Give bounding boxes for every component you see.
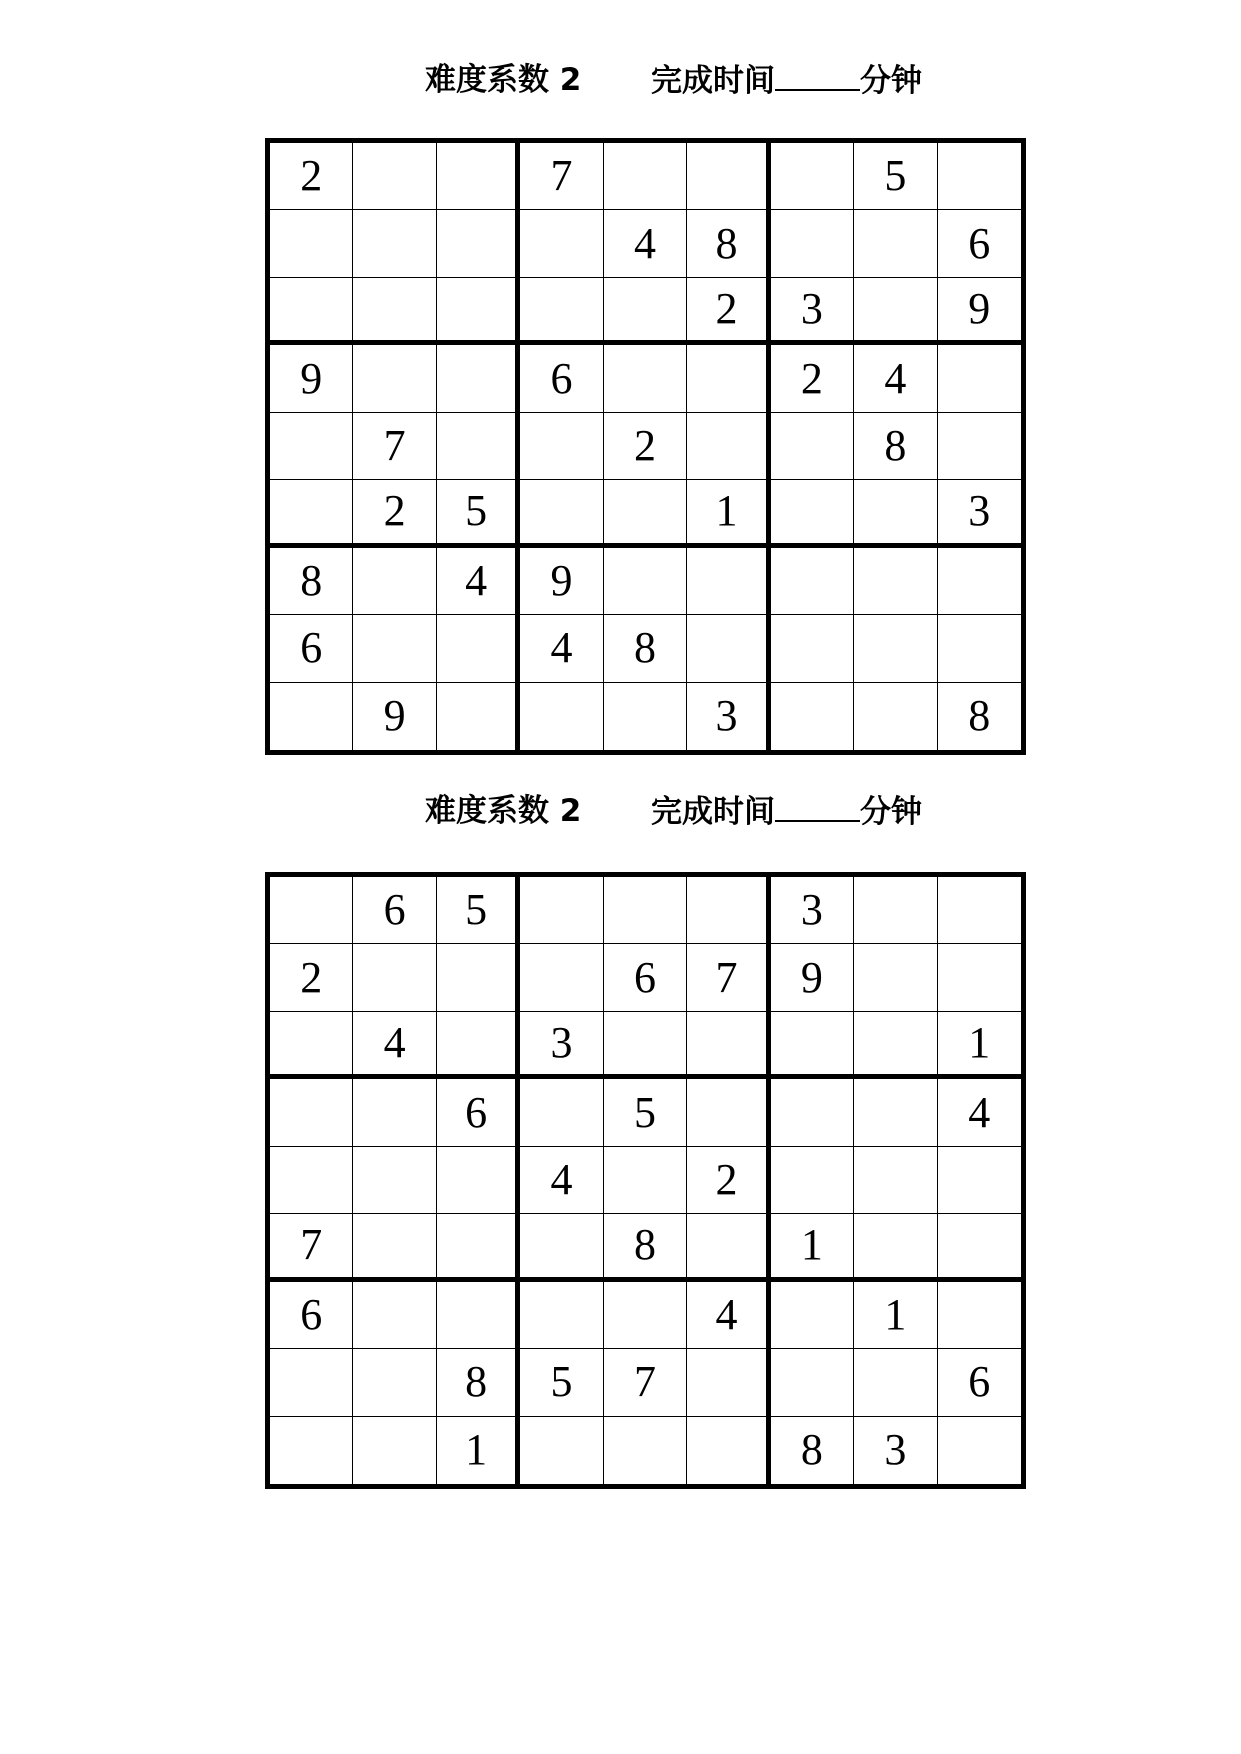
sudoku-cell[interactable] <box>771 548 854 615</box>
completion-time-blank[interactable] <box>775 786 860 822</box>
sudoku-cell[interactable] <box>771 480 854 547</box>
sudoku-cell[interactable] <box>771 413 854 480</box>
sudoku-cell: 4 <box>520 615 603 682</box>
sudoku-cell[interactable] <box>854 1147 937 1214</box>
sudoku-cell[interactable] <box>270 480 353 547</box>
sudoku-cell[interactable] <box>270 278 353 345</box>
sudoku-cell: 1 <box>771 1214 854 1281</box>
sudoku-cell[interactable] <box>687 143 770 210</box>
sudoku-cell[interactable] <box>687 1417 770 1484</box>
sudoku-cell[interactable] <box>771 615 854 682</box>
sudoku-cell: 2 <box>771 345 854 412</box>
sudoku-cell: 6 <box>938 210 1021 277</box>
sudoku-cell: 5 <box>437 480 520 547</box>
sudoku-cell[interactable] <box>353 1147 436 1214</box>
sudoku-cell[interactable] <box>437 944 520 1011</box>
sudoku-cell[interactable] <box>687 1079 770 1146</box>
sudoku-cell: 4 <box>437 548 520 615</box>
sudoku-cell[interactable] <box>771 143 854 210</box>
sudoku-cell: 2 <box>270 944 353 1011</box>
sudoku-cell[interactable] <box>353 615 436 682</box>
sudoku-cell: 2 <box>687 1147 770 1214</box>
sudoku-cell: 4 <box>938 1079 1021 1146</box>
sudoku-cell[interactable] <box>771 1147 854 1214</box>
sudoku-cell: 8 <box>437 1349 520 1416</box>
sudoku-cell[interactable] <box>604 548 687 615</box>
sudoku-cell: 2 <box>353 480 436 547</box>
sudoku-cell: 2 <box>604 413 687 480</box>
sudoku-grid-1 <box>265 138 1026 755</box>
sudoku-cell[interactable] <box>604 683 687 750</box>
sudoku-cell[interactable] <box>771 210 854 277</box>
sudoku-cell: 1 <box>437 1417 520 1484</box>
sudoku-cell[interactable] <box>353 345 436 412</box>
sudoku-cell: 5 <box>854 143 937 210</box>
sudoku-cell[interactable] <box>687 1214 770 1281</box>
puzzle-1-header <box>0 55 1241 105</box>
sudoku-cell: 8 <box>771 1417 854 1484</box>
sudoku-cell[interactable] <box>520 1214 603 1281</box>
sudoku-cell: 8 <box>968 691 991 741</box>
sudoku-cell[interactable] <box>270 1349 353 1416</box>
sudoku-cell[interactable] <box>938 345 1021 412</box>
sudoku-cell: 1 <box>938 1012 1021 1079</box>
sudoku-cell[interactable] <box>854 877 937 944</box>
sudoku-cell[interactable] <box>520 210 603 277</box>
sudoku-cell: 8 <box>604 1214 687 1281</box>
sudoku-cell: 6 <box>437 1079 520 1146</box>
sudoku-cell[interactable] <box>771 1349 854 1416</box>
sudoku-cell[interactable] <box>771 1012 854 1079</box>
sudoku-cell[interactable] <box>604 278 687 345</box>
sudoku-cell[interactable] <box>437 413 520 480</box>
sudoku-cell[interactable] <box>854 1349 937 1416</box>
sudoku-cell[interactable] <box>604 345 687 412</box>
sudoku-cell: 9 <box>353 683 436 750</box>
sudoku-cell[interactable] <box>520 278 603 345</box>
sudoku-cell: 4 <box>854 345 937 412</box>
sudoku-cell[interactable] <box>938 143 1021 210</box>
sudoku-cell: 9 <box>520 548 603 615</box>
sudoku-cell[interactable] <box>854 683 937 750</box>
sudoku-cell[interactable] <box>687 413 770 480</box>
sudoku-cell: 3 <box>520 1012 603 1079</box>
sudoku-cell: 9 <box>270 345 353 412</box>
sudoku-cell[interactable] <box>353 1214 436 1281</box>
sudoku-cell[interactable] <box>270 210 353 277</box>
sudoku-grid-2 <box>265 872 1026 1489</box>
sudoku-cell[interactable] <box>437 1282 520 1349</box>
sudoku-cell: 5 <box>437 877 520 944</box>
sudoku-cell[interactable] <box>687 1012 770 1079</box>
sudoku-cell: 7 <box>270 1214 353 1281</box>
sudoku-cell: 6 <box>353 877 436 944</box>
sudoku-cell[interactable] <box>520 877 603 944</box>
sudoku-cell[interactable] <box>437 683 520 750</box>
sudoku-cell[interactable] <box>854 480 937 547</box>
sudoku-cell[interactable] <box>938 615 1021 682</box>
sudoku-cell: 7 <box>353 413 436 480</box>
difficulty-label: 难度系数 2 <box>425 62 582 98</box>
sudoku-cell: 4 <box>604 210 687 277</box>
sudoku-cell[interactable] <box>270 1012 353 1079</box>
sudoku-cell[interactable] <box>353 1282 436 1349</box>
sudoku-cell[interactable] <box>353 1079 436 1146</box>
sudoku-cell[interactable] <box>437 210 520 277</box>
sudoku-cell[interactable] <box>604 877 687 944</box>
sudoku-cell: 7 <box>520 143 603 210</box>
sudoku-cell: 7 <box>687 944 770 1011</box>
difficulty-label: 难度系数 2 <box>425 793 582 829</box>
sudoku-cell: 1 <box>687 480 770 547</box>
sudoku-cell: 3 <box>854 1417 937 1484</box>
sudoku-cell[interactable] <box>604 1012 687 1079</box>
sudoku-cell[interactable] <box>938 1417 1021 1484</box>
completion-time-suffix: 分钟 <box>860 794 922 830</box>
sudoku-cell[interactable] <box>938 944 1021 1011</box>
sudoku-cell[interactable] <box>854 548 937 615</box>
sudoku-cell[interactable] <box>604 1147 687 1214</box>
sudoku-cell[interactable] <box>437 615 520 682</box>
completion-time-suffix: 分钟 <box>860 63 922 99</box>
sudoku-cell[interactable] <box>938 1147 1021 1214</box>
sudoku-cell: 4 <box>353 1012 436 1079</box>
sudoku-cell: 4 <box>687 1282 770 1349</box>
sudoku-cell[interactable] <box>687 548 770 615</box>
sudoku-cell[interactable] <box>353 210 436 277</box>
sudoku-cell: 2 <box>687 278 770 345</box>
sudoku-cell: 1 <box>854 1282 937 1349</box>
puzzle-2-header <box>0 786 1241 836</box>
sudoku-cell[interactable] <box>854 615 937 682</box>
sudoku-cell[interactable] <box>938 877 1021 944</box>
sudoku-cell: 9 <box>771 944 854 1011</box>
sudoku-cell[interactable] <box>270 413 353 480</box>
sudoku-cell[interactable] <box>437 1214 520 1281</box>
sudoku-cell[interactable] <box>270 1147 353 1214</box>
sudoku-cell[interactable] <box>771 1079 854 1146</box>
sudoku-cell[interactable] <box>353 1417 436 1484</box>
sudoku-cell: 7 <box>604 1349 687 1416</box>
sudoku-cell[interactable] <box>687 345 770 412</box>
sudoku-cell[interactable] <box>771 683 854 750</box>
sudoku-cell[interactable] <box>771 1282 854 1349</box>
sudoku-cell[interactable] <box>437 345 520 412</box>
sudoku-cell[interactable] <box>604 143 687 210</box>
sudoku-cell: 6 <box>938 1349 1021 1416</box>
sudoku-cell[interactable] <box>938 1282 1021 1349</box>
completion-time-label <box>651 786 922 837</box>
completion-time-prefix: 完成时间 <box>651 63 775 99</box>
sudoku-cell[interactable] <box>437 1147 520 1214</box>
sudoku-cell[interactable] <box>854 1079 937 1146</box>
sudoku-cell[interactable] <box>687 615 770 682</box>
sudoku-cell: 8 <box>270 548 353 615</box>
sudoku-cell[interactable] <box>437 1012 520 1079</box>
sudoku-cell[interactable] <box>353 944 436 1011</box>
sudoku-cell[interactable] <box>687 1349 770 1416</box>
sudoku-cell[interactable] <box>938 548 1021 615</box>
sudoku-cell[interactable] <box>854 944 937 1011</box>
sudoku-cell[interactable] <box>520 1417 603 1484</box>
sudoku-cell: 2 <box>270 143 353 210</box>
sudoku-cell: 6 <box>270 615 353 682</box>
sudoku-cell: 8 <box>604 615 687 682</box>
sudoku-cell[interactable] <box>520 683 603 750</box>
sudoku-cell[interactable] <box>520 944 603 1011</box>
sudoku-cell: 8 <box>854 413 937 480</box>
sudoku-cell[interactable] <box>270 683 353 750</box>
sudoku-cell: 3 <box>771 278 854 345</box>
sudoku-cell[interactable] <box>687 877 770 944</box>
sudoku-cell: 6 <box>604 944 687 1011</box>
sudoku-cell[interactable] <box>854 1012 937 1079</box>
sudoku-cell: 3 <box>938 480 1021 547</box>
sudoku-cell: 5 <box>520 1349 603 1416</box>
sudoku-cell[interactable] <box>353 143 436 210</box>
sudoku-cell[interactable] <box>353 548 436 615</box>
sudoku-cell[interactable] <box>854 210 937 277</box>
sudoku-cell[interactable] <box>604 1282 687 1349</box>
sudoku-cell: 5 <box>604 1079 687 1146</box>
sudoku-cell[interactable] <box>270 1079 353 1146</box>
sudoku-cell[interactable] <box>270 1417 353 1484</box>
sudoku-cell[interactable] <box>938 1214 1021 1281</box>
sudoku-cell: 9 <box>938 278 1021 345</box>
sudoku-cell[interactable] <box>520 413 603 480</box>
sudoku-cell[interactable] <box>437 143 520 210</box>
sudoku-cell: 3 <box>771 877 854 944</box>
sudoku-cell[interactable] <box>938 413 1021 480</box>
completion-time-label <box>651 55 922 106</box>
completion-time-prefix: 完成时间 <box>651 794 775 830</box>
sudoku-cell: 4 <box>520 1147 603 1214</box>
sudoku-cell[interactable] <box>437 278 520 345</box>
sudoku-cell[interactable] <box>353 278 436 345</box>
sudoku-cell[interactable] <box>520 1282 603 1349</box>
sudoku-cell[interactable] <box>270 877 353 944</box>
sudoku-cell[interactable] <box>520 1079 603 1146</box>
sudoku-cell: 8 <box>687 210 770 277</box>
sudoku-cell: 6 <box>270 1282 353 1349</box>
sudoku-cell[interactable] <box>353 1349 436 1416</box>
sudoku-cell[interactable] <box>520 480 603 547</box>
sudoku-cell[interactable] <box>604 480 687 547</box>
sudoku-cell[interactable] <box>854 278 937 345</box>
sudoku-cell[interactable] <box>604 1417 687 1484</box>
sudoku-cell: 3 <box>687 683 770 750</box>
sudoku-cell: 6 <box>520 345 603 412</box>
sudoku-cell[interactable] <box>854 1214 937 1281</box>
completion-time-blank[interactable] <box>775 55 860 91</box>
